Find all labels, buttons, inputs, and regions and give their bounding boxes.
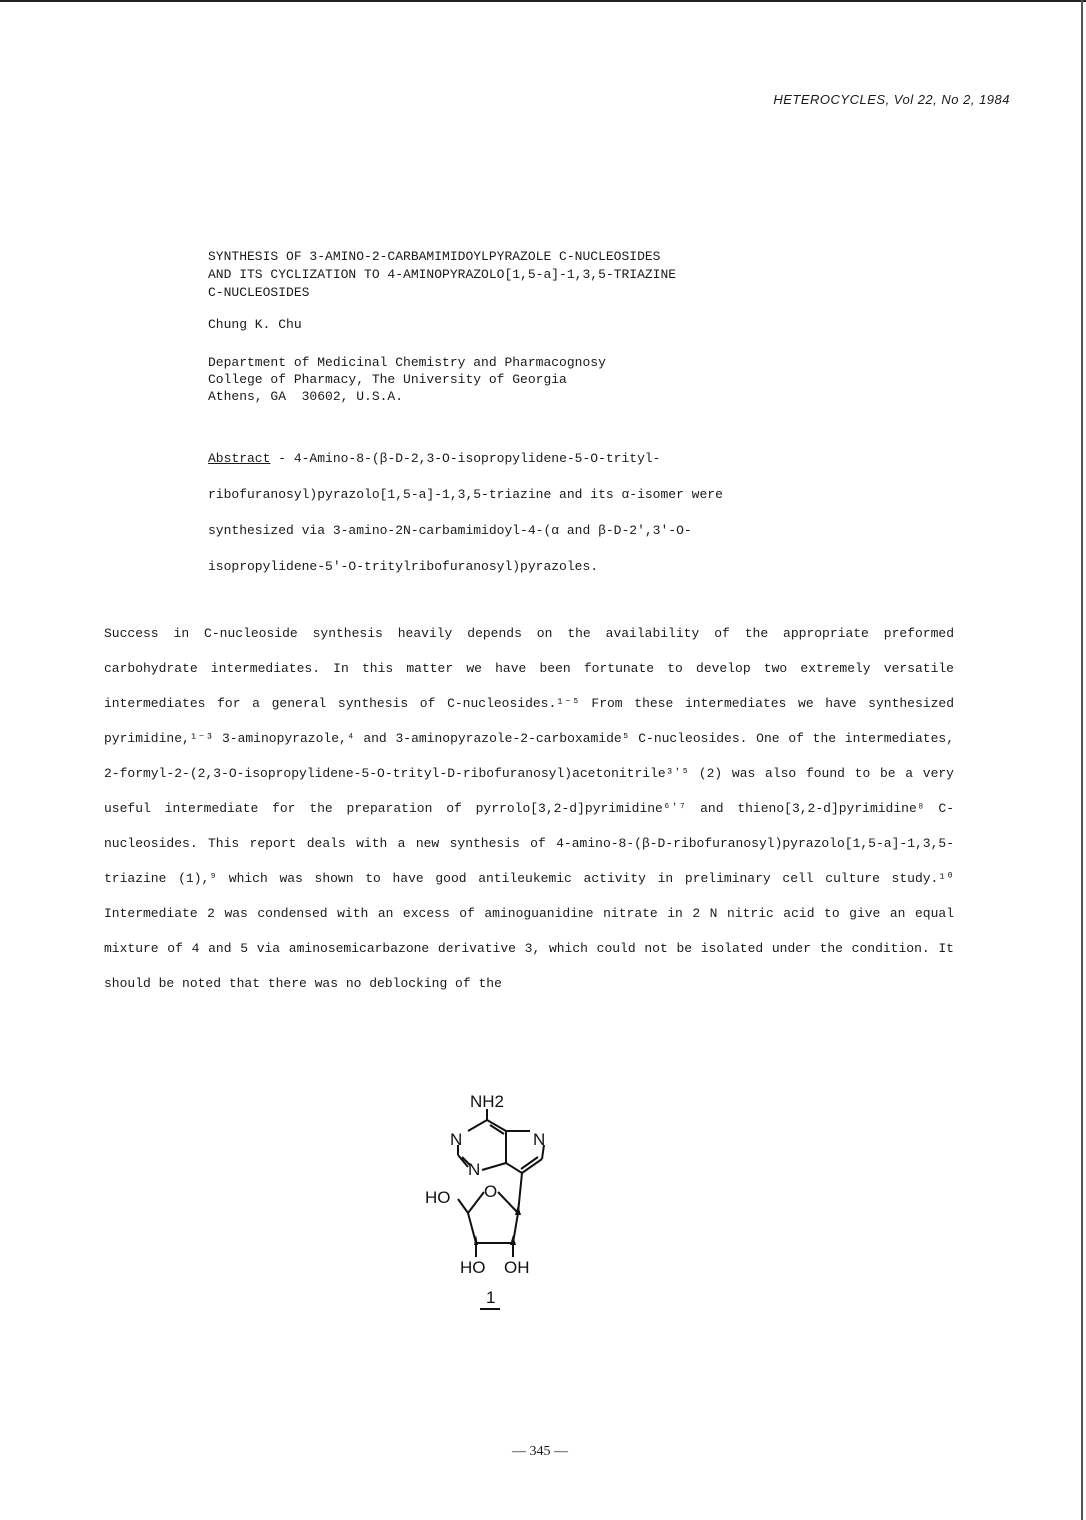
running-header: HETEROCYCLES, Vol 22, No 2, 1984 [773, 92, 1010, 107]
scan-edge-top [0, 0, 1086, 2]
title-line-1: SYNTHESIS OF 3-AMINO-2-CARBAMIMIDOYLPYRAZOLE C-NUCLEOSIDES [208, 249, 661, 264]
affiliation [208, 354, 606, 405]
article-title [208, 248, 808, 302]
affiliation-line-1: Department of Medicinal Chemistry and Pharmacognosy [208, 355, 606, 370]
abstract-label: Abstract [208, 451, 271, 466]
scan-edge-right [1081, 0, 1083, 1520]
body-paragraph: Success in C-nucleoside synthesis heavily depends on the availability of the appropriate preformed carbohydrate intermediates. In this matter we have been fortunate to develop two extremely versatile intermediates for a general synthesis of C-nucleosides.¹⁻⁵ From these intermediates we have synthesized pyrimidine,¹⁻³ 3-aminopyrazole,⁴ and 3-aminopyrazole-2-carboxamide⁵ C-nucleosides. One of the intermediates, 2-formyl-2-(2,3-O-isopropylidene-5-O-trityl-D-ribofuranosyl)acetonitrile³ʼ⁵ (2) was also found to be a very useful intermediate for the preparation of pyrrolo[3,2-d]pyrimidine⁶ʼ⁷ and thieno[3,2-d]pyrimidine⁸ C-nucleosides. This report deals with a new synthesis of 4-amino-8-(β-D-ribofuranosyl)pyrazolo[1,5-a]-1,3,5-triazine (1),⁹ which was shown to have good antileukemic activity in preliminary cell culture study.¹⁰ Intermediate 2 was condensed with an excess of aminoguanidine nitrate in 2 N nitric acid to give an equal mixture of 4 and 5 via aminosemicarbazone derivative 3, which could not be isolated under the condition. It should be noted that there was no deblocking of the [104, 626, 954, 991]
structure-ho-left-label: HO [425, 1188, 451, 1207]
structure-n-left-label: N [450, 1130, 463, 1149]
structure-o-ring-label: O [484, 1182, 498, 1201]
author-name: Chung K. Chu [208, 317, 302, 332]
affiliation-line-2: College of Pharmacy, The University of Georgia [208, 372, 567, 387]
page-number: — 345 — [512, 1444, 568, 1459]
abstract [208, 441, 788, 585]
structure-n-bottom-label: N [468, 1160, 481, 1179]
structure-nh2-label: NH2 [470, 1092, 505, 1111]
title-line-2: AND ITS CYCLIZATION TO 4-AMINOPYRAZOLO[1,5-a]-1,3,5-TRIAZINE [208, 267, 677, 282]
affiliation-line-3: Athens, GA 30602, U.S.A. [208, 389, 404, 404]
abstract-text: - 4-Amino-8-(β-D-2,3-O-isopropylidene-5-O-trityl-ribofuranosyl)pyrazolo[1,5-a]-1,3,5-triazine and its α-isomer were synthesized via 3-amino-2N-carbamimidoyl-4-(α and β-D-2',3'-O-isopropylidene-5'-O-tritylribofuranosyl)pyrazoles. [208, 451, 723, 574]
structure-compound-label: 1 [486, 1288, 496, 1307]
structure-ho-bottom-label: HO [460, 1258, 486, 1277]
structure-oh-bottom-label: OH [504, 1258, 530, 1277]
structure-n-pyrazole-label: N [533, 1130, 546, 1149]
chemical-structure [420, 1085, 560, 1315]
title-line-3: C-NUCLEOSIDES [208, 285, 310, 300]
